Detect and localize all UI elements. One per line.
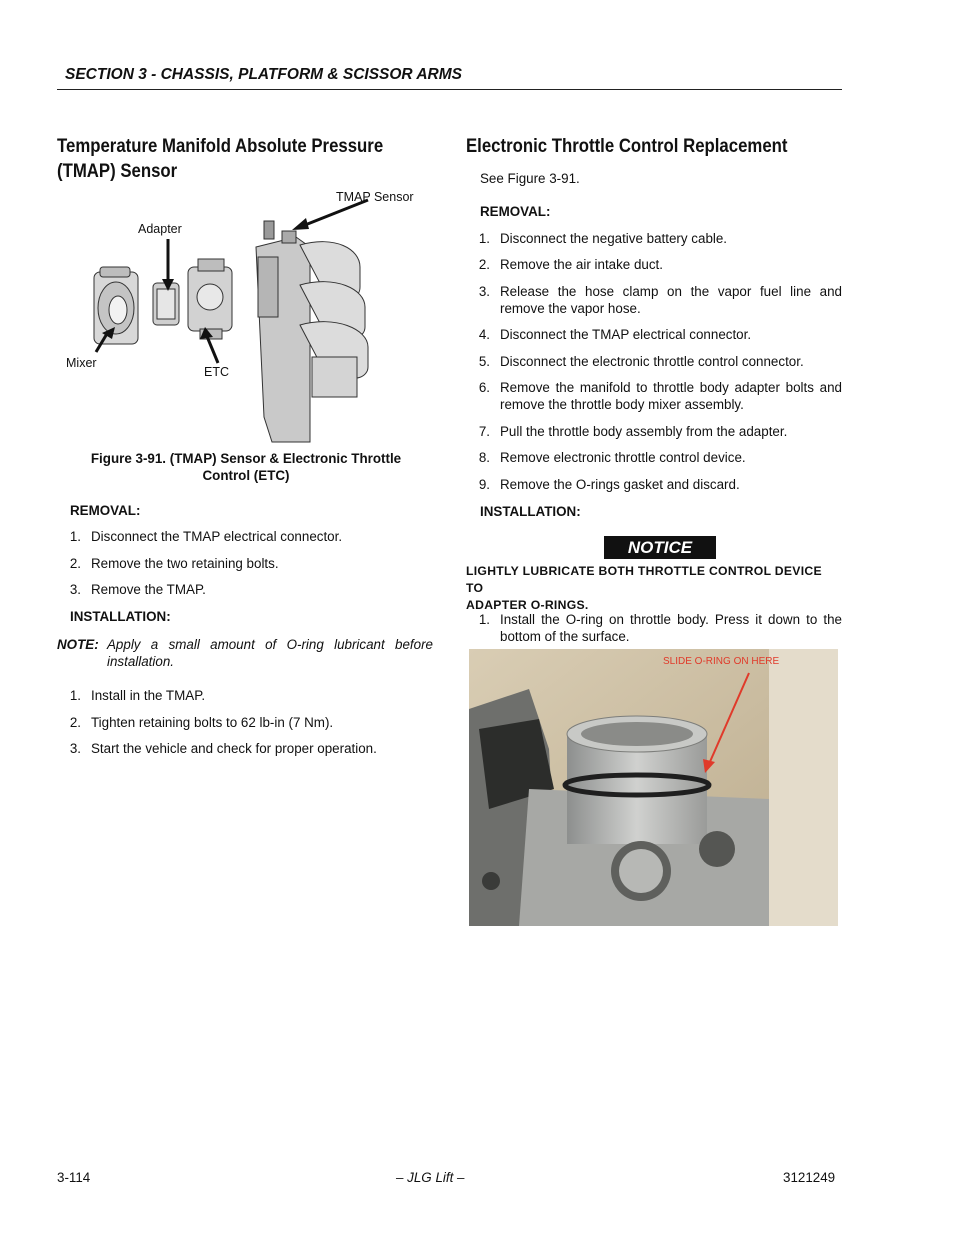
photo-callout-label: SLIDE O-RING ON HERE [663, 656, 780, 667]
left-removal-step: 3. Remove the TMAP. [69, 582, 206, 597]
left-install-step: 1. Install in the TMAP. [69, 688, 206, 703]
right-removal-step: 4. Disconnect the TMAP electrical connector. [478, 327, 752, 342]
notice-badge: NOTICE [604, 536, 716, 559]
figure-caption-line2: Control (ETC) [202, 468, 290, 483]
mixer-label: Mixer [66, 356, 97, 370]
right-removal-step: 7. Pull the throttle body assembly from the adapter. [478, 424, 788, 439]
right-installation-label: INSTALLATION: [480, 504, 581, 519]
left-removal-step: 2. Remove the two retaining bolts. [69, 556, 279, 571]
adapter-drawing [153, 283, 179, 325]
note-text: Apply a small amount of O-ring lubricant before installation. [107, 637, 433, 669]
tmap-heading-line1: Temperature Manifold Absolute Pressure [57, 135, 384, 157]
tmap-sensor-label: TMAP Sensor [336, 190, 414, 204]
note-label: NOTE: [57, 637, 99, 652]
left-installation-label: INSTALLATION: [70, 609, 171, 624]
etc-heading: Electronic Throttle Control Replacement [466, 135, 788, 157]
left-removal-step: 1. Disconnect the TMAP electrical connector. [69, 529, 343, 544]
etc-drawing [188, 259, 232, 339]
figure-caption [60, 450, 432, 484]
throttle-body-photo [469, 649, 838, 926]
right-removal-step: 5. Disconnect the electronic throttle control connector. [478, 354, 804, 369]
see-figure: See Figure 3-91. [480, 171, 580, 186]
note-block [57, 636, 433, 670]
adapter-label: Adapter [138, 222, 182, 236]
right-removal-step: 8. Remove electronic throttle control device. [478, 450, 746, 465]
tmap-heading-line2: (TMAP) Sensor [57, 160, 178, 182]
right-removal-step: 9. Remove the O-rings gasket and discard. [478, 477, 740, 492]
right-removal-label: REMOVAL: [480, 204, 551, 219]
left-install-step: 2. Tighten retaining bolts to 62 lb-in (7 Nm). [69, 715, 334, 730]
notice-line1: LIGHTLY LUBRICATE BOTH THROTTLE CONTROL DEVICE TO [466, 564, 822, 595]
section-header: SECTION 3 - CHASSIS, PLATFORM & SCISSOR ARMS [65, 66, 462, 83]
doc-number: 3121249 [783, 1170, 836, 1185]
notice-line2: ADAPTER O-RINGS. [466, 598, 589, 612]
mixer-drawing [94, 267, 138, 344]
left-install-step: 3. Start the vehicle and check for proper operation. [69, 741, 377, 756]
right-removal-step: 1. Disconnect the negative battery cable. [478, 231, 728, 246]
right-removal-step: 2. Remove the air intake duct. [478, 257, 664, 272]
right-removal-step: 6. Remove the manifold to throttle body adapter bolts and remove the throttle body mixer assembly. [478, 380, 842, 412]
header-rule [57, 89, 842, 90]
right-removal-step: 3. Release the hose clamp on the vapor fuel line and remove the vapor hose. [478, 284, 842, 316]
figure-caption-line1: Figure 3-91. (TMAP) Sensor & Electronic Throttle [90, 451, 402, 466]
manifold-drawing [256, 221, 368, 442]
footer-center: – JLG Lift – [396, 1170, 465, 1185]
tmap-etc-figure [60, 187, 432, 445]
etc-label: ETC [204, 365, 229, 379]
right-install-step: 1. Install the O-ring on throttle body. Press it down to the bottom of the surface. [478, 612, 842, 644]
page-number: 3-114 [57, 1170, 91, 1185]
left-removal-label: REMOVAL: [70, 503, 141, 518]
notice-text [466, 563, 842, 614]
